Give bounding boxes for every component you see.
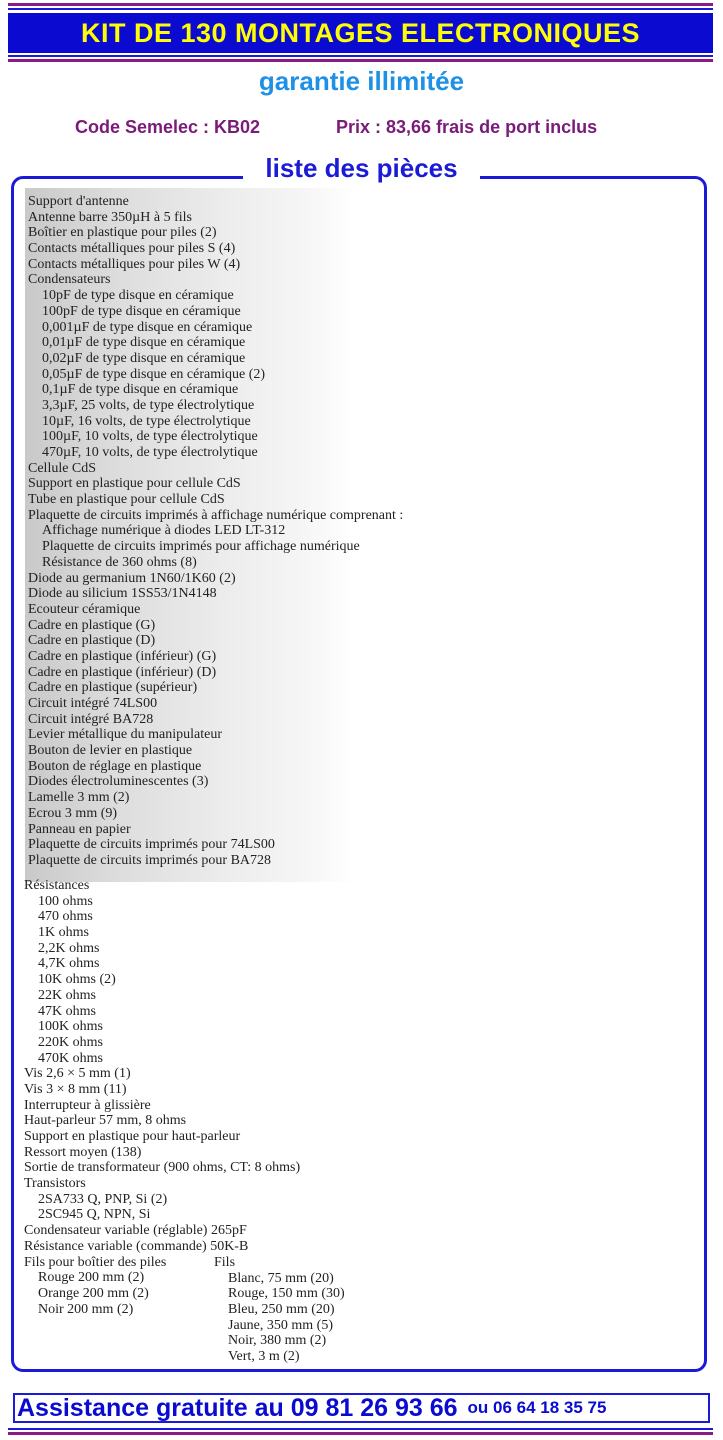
- parts-list-upper: [28, 194, 403, 869]
- part-item: Plaquette de circuits imprimés pour affichage numérique: [28, 539, 360, 555]
- part-item: 1K ohms: [24, 925, 89, 941]
- part-item: 470µF, 10 volts, de type électrolytique: [28, 445, 258, 460]
- part-item: Diode au silicium 1SS53/1N4148: [28, 586, 217, 602]
- part-item: Cadre en plastique (inférieur) (D): [28, 664, 217, 680]
- part-item: Bleu, 250 mm (20): [214, 1302, 335, 1318]
- part-item: 470 ohms: [24, 909, 93, 925]
- part-item: 2,2K ohms: [24, 940, 100, 956]
- assistance-phone-main: Assistance gratuite au 09 81 26 93 66: [17, 1393, 458, 1422]
- assistance-banner: [13, 1393, 710, 1423]
- page-title: KIT DE 130 MONTAGES ELECTRONIQUES: [80, 17, 641, 48]
- warranty-subtitle: garantie illimitée: [258, 66, 465, 96]
- part-item: Boîtier en plastique pour piles (2): [28, 225, 217, 241]
- part-item: Résistance de 360 ohms (8): [28, 554, 197, 570]
- parts-list-lower: [24, 878, 300, 1317]
- part-item: 470K ohms: [24, 1050, 103, 1066]
- parts-list-heading: liste des pièces: [243, 153, 479, 183]
- part-item: Plaquette de circuits imprimés pour 74LS00: [28, 837, 275, 853]
- part-item: 3,3µF, 25 volts, de type électrolytique: [28, 397, 255, 413]
- part-item: Cadre en plastique (inférieur) (G): [28, 648, 217, 664]
- top-stripe-1: [8, 3, 713, 6]
- part-item: 0,1µF de type disque en céramique: [28, 382, 239, 398]
- part-item: Résistances: [24, 878, 90, 893]
- part-item: Bouton de levier en plastique: [28, 743, 193, 759]
- part-item: Affichage numérique à diodes LED LT-312: [28, 523, 286, 539]
- part-item: Cadre en plastique (G): [28, 617, 156, 633]
- part-item: Ressort moyen (138): [24, 1144, 142, 1160]
- part-item: Tube en plastique pour cellule CdS: [28, 492, 225, 508]
- part-item: 10µF, 16 volts, de type électrolytique: [28, 413, 251, 429]
- part-item: Interrupteur à glissière: [24, 1097, 151, 1113]
- part-item: 10K ohms (2): [24, 972, 116, 988]
- part-item: Vis 3 × 8 mm (11): [24, 1081, 127, 1097]
- part-item: Diode au germanium 1N60/1K60 (2): [28, 570, 236, 586]
- wires-list: [214, 1255, 345, 1365]
- part-item: Ecrou 3 mm (9): [28, 805, 118, 821]
- assistance-phone-alt: ou 06 64 18 35 75: [467, 1398, 607, 1417]
- bottom-stripe-2: [8, 1432, 713, 1435]
- part-item: Cadre en plastique (supérieur): [28, 680, 198, 696]
- part-item: Contacts métalliques pour piles S (4): [28, 241, 236, 257]
- part-item: Fils pour boîtier des piles: [24, 1254, 167, 1270]
- part-item: Rouge 200 mm (2): [24, 1270, 145, 1286]
- part-item: Vis 2,6 × 5 mm (1): [24, 1066, 131, 1082]
- part-item: Blanc, 75 mm (20): [214, 1270, 334, 1286]
- part-item: 2SC945 Q, NPN, Si: [24, 1207, 151, 1223]
- part-item: Transistors: [24, 1176, 86, 1192]
- part-item: Antenne barre 350µH à 5 fils: [28, 209, 192, 225]
- part-item: Noir, 380 mm (2): [214, 1333, 327, 1349]
- parts-list-heading-wrap: [0, 153, 723, 184]
- part-item: 0,001µF de type disque en céramique: [28, 319, 253, 335]
- part-item: 100K ohms: [24, 1019, 103, 1035]
- part-item: 0,02µF de type disque en céramique: [28, 350, 246, 366]
- part-item: 100µF, 10 volts, de type électrolytique: [28, 429, 258, 445]
- part-item: Condensateur variable (réglable) 265pF: [24, 1223, 247, 1239]
- part-item: 0,05µF de type disque en céramique (2): [28, 366, 266, 382]
- part-item: Ecouteur céramique: [28, 601, 141, 617]
- part-item: Orange 200 mm (2): [24, 1285, 149, 1301]
- part-item: Cellule CdS: [28, 460, 97, 476]
- part-item: Plaquette de circuits imprimés pour BA728: [28, 852, 272, 868]
- part-item: Haut-parleur 57 mm, 8 ohms: [24, 1113, 187, 1129]
- product-code: Code Semelec : KB02: [75, 117, 261, 137]
- mid-stripe-2: [8, 59, 713, 62]
- part-item: Condensateurs: [28, 272, 111, 288]
- part-item: Plaquette de circuits imprimés à affichage numérique comprenant :: [28, 507, 404, 523]
- top-stripe-2: [8, 8, 713, 10]
- part-item: Jaune, 350 mm (5): [214, 1317, 333, 1333]
- part-item: Panneau en papier: [28, 821, 131, 837]
- part-item: Noir 200 mm (2): [24, 1301, 134, 1317]
- part-item: Lamelle 3 mm (2): [28, 790, 130, 806]
- part-item: Cadre en plastique (D): [28, 633, 156, 649]
- part-item: Rouge, 150 mm (30): [214, 1286, 345, 1302]
- part-item: 220K ohms: [24, 1034, 103, 1050]
- title-banner: [8, 13, 713, 53]
- part-item: 2SA733 Q, PNP, Si (2): [24, 1191, 168, 1207]
- part-item: Contacts métalliques pour piles W (4): [28, 256, 241, 272]
- part-item: Levier métallique du manipulateur: [28, 727, 222, 743]
- part-item: Résistance variable (commande) 50K-B: [24, 1238, 249, 1254]
- part-item: 10pF de type disque en céramique: [28, 288, 234, 304]
- part-item: Support d'antenne: [28, 194, 129, 209]
- part-item: Sortie de transformateur (900 ohms, CT: 8 ohms): [24, 1160, 301, 1176]
- part-item: Circuit intégré 74LS00: [28, 696, 158, 711]
- part-item: 47K ohms: [24, 1003, 96, 1019]
- bottom-stripe-1: [8, 1428, 713, 1430]
- part-item: Diodes électroluminescentes (3): [28, 774, 209, 790]
- part-item: Bouton de réglage en plastique: [28, 758, 202, 774]
- part-item: Support en plastique pour cellule CdS: [28, 476, 241, 492]
- part-item: 22K ohms: [24, 987, 96, 1003]
- part-item: 100pF de type disque en céramique: [28, 303, 241, 319]
- part-item: Circuit intégré BA728: [28, 711, 154, 727]
- mid-stripe-1: [8, 55, 713, 57]
- part-item: 4,7K ohms: [24, 956, 100, 972]
- part-item: Support en plastique pour haut-parleur: [24, 1129, 241, 1144]
- part-item: 0,01µF de type disque en céramique: [28, 335, 246, 351]
- product-price: Prix : 83,66 frais de port inclus: [336, 117, 598, 137]
- part-item: 100 ohms: [24, 893, 93, 909]
- part-item: Fils: [214, 1255, 236, 1270]
- part-item: Vert, 3 m (2): [214, 1349, 300, 1365]
